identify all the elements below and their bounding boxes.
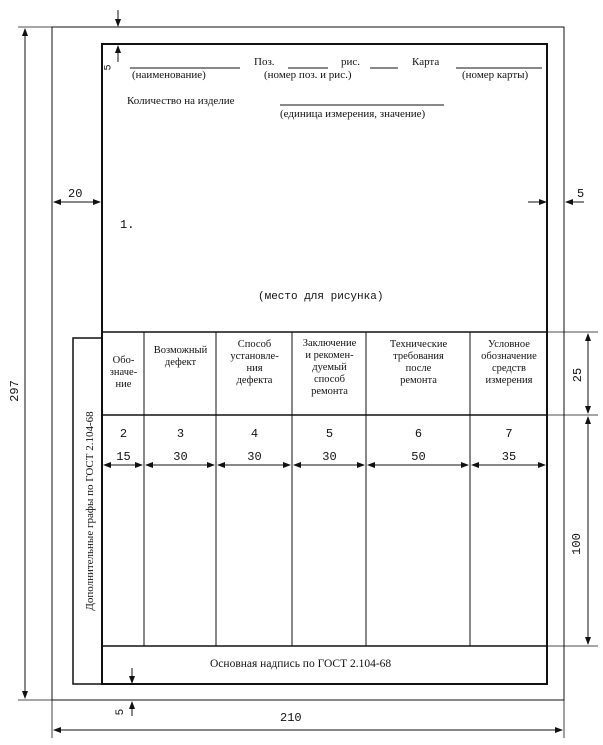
column-width: 15	[116, 450, 131, 464]
column-header-designation: Обо- значе- ние	[109, 355, 138, 390]
column-number: 7	[505, 427, 513, 441]
column-number: 5	[325, 427, 334, 441]
qty-label: Количество на изделие	[127, 95, 235, 107]
column-width: 35	[501, 450, 517, 464]
qty-caption: (единица измерения, значение)	[280, 108, 426, 120]
dimension-margin-top: 5	[103, 64, 115, 71]
column-width: 30	[322, 450, 337, 464]
column-header-measuring-tools: Условное обозначение средств измерения	[481, 339, 537, 386]
dimension-header-height: 25	[571, 367, 585, 383]
item-number: 1.	[120, 218, 135, 232]
column-header-conclusion: Заключение и рекомен- дуемый способ ремонта	[302, 338, 357, 397]
title-block-note: Основная надпись по ГОСТ 2.104-68	[210, 658, 392, 670]
dimension-height-total: 297	[8, 380, 22, 402]
column-width: 50	[411, 450, 426, 464]
column-number: 2	[119, 427, 128, 441]
card-caption: (номер карты)	[462, 69, 529, 81]
dimension-margin-right: 5	[577, 187, 585, 201]
dimension-rows-height: 100	[570, 533, 584, 555]
column-number: 4	[250, 427, 259, 441]
column-header-requirements: Технические требования после ремонта	[389, 339, 448, 386]
name-caption: (наименование)	[132, 69, 206, 81]
dimension-margin-left: 20	[68, 187, 83, 201]
column-number: 6	[414, 427, 423, 441]
column-header-detection-method: Способ установле- ния дефекта	[230, 339, 279, 386]
column-header-defect: Возможный дефект	[153, 345, 208, 368]
card-label: Карта	[412, 56, 440, 68]
column-number: 3	[176, 427, 185, 441]
posfig-caption: (номер поз. и рис.)	[264, 69, 352, 81]
pos-label: Поз.	[254, 56, 275, 68]
column-width: 30	[247, 450, 262, 464]
fig-label: рис.	[341, 56, 361, 68]
side-note: Дополнительные графы по ГОСТ 2.104-68	[84, 411, 96, 611]
figure-placeholder: (место для рисунка)	[258, 291, 384, 303]
column-width: 30	[173, 450, 188, 464]
dimension-margin-bottom: 5	[115, 708, 127, 716]
dimension-width-total: 210	[280, 711, 302, 725]
